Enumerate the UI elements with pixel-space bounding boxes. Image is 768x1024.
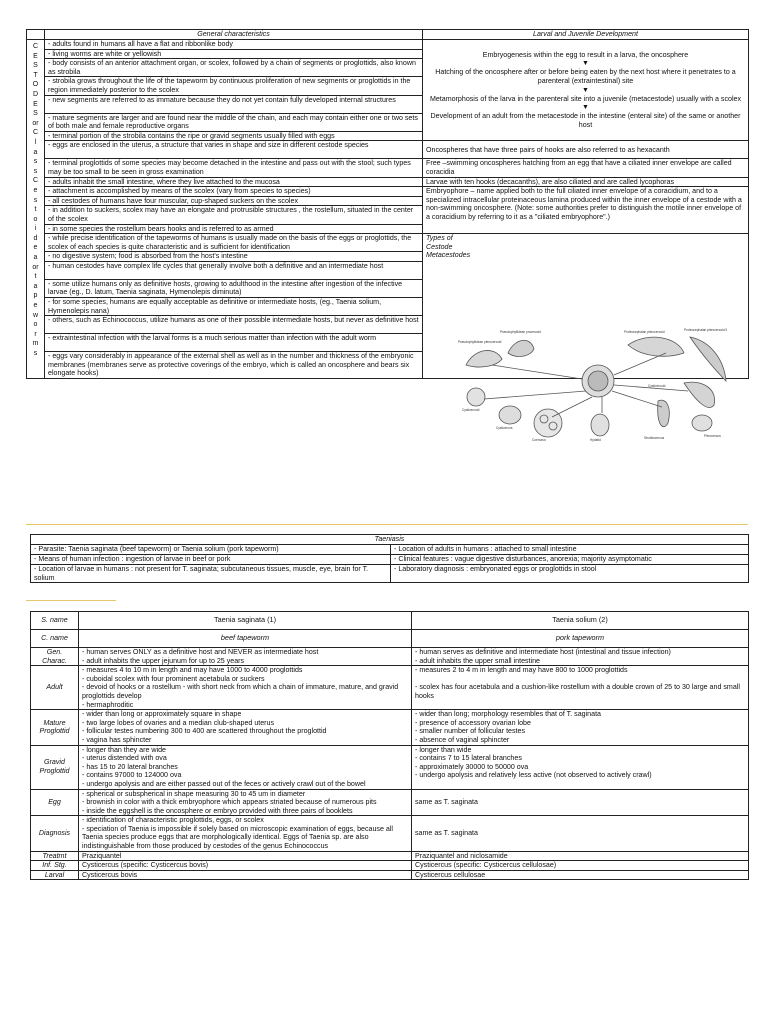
vertical-letter: S <box>33 110 38 118</box>
characteristic-row: - others, such as Echinococcus, utilize humans as one of their possible intermediate hosts, but never as definitive host <box>45 316 423 334</box>
solium-cell: - longer than wide - contains 7 to 15 lateral branches - approximately 30000 to 50000 ova - undergo apolysis and relatively less active (not observed to actively crawl) <box>412 745 749 789</box>
vertical-letter: s <box>33 350 38 357</box>
characteristic-row: - extraintestinal infection with the larval forms is a much serious matter than infection with the adult worm <box>45 334 423 352</box>
row-label: Gravid Proglottid <box>31 745 79 789</box>
characteristic-row: - eggs vary considerably in appearance of the external shell as well as in the number and thickness of the embryonic membranes (membranes serve as protective coverings of the embryo, which is called an oncosphere and bears six elongate hooks) <box>45 352 423 379</box>
comparison-table <box>30 611 749 880</box>
vertical-letter: s <box>33 167 38 175</box>
saginata-cell: - wider than long or approximately square in shape - two large lobes of ovaries and a median club-shaped uterus - follicular testes numbering 300 to 400 are scattered throughout the proglottid - vagina has sphincter <box>79 710 412 745</box>
row-label: Larval <box>31 870 79 880</box>
characteristic-row: - no digestive system; food is absorbed from the host's intestine <box>45 252 423 262</box>
vertical-letter: w <box>32 311 39 319</box>
vertical-letter: m <box>32 340 39 348</box>
illustration-label: Hydatid <box>590 438 601 442</box>
development-step: Embryogenesis within the egg to result in a larva, the oncosphere <box>482 50 689 59</box>
characteristic-row: - new segments are referred to as immature because they do not yet contain fully developed internal structures <box>45 95 423 113</box>
vertical-letter: e <box>33 244 38 252</box>
solium-cell: same as T. saginata <box>412 816 749 851</box>
col2-common: pork tapeworm <box>412 630 749 648</box>
vertical-letter: or <box>32 263 39 271</box>
characteristic-row: - living worms are white or yellowish <box>45 49 423 59</box>
taeniasis-cell: - Clinical features : vague digestive disturbances, anorexia; majority asymptomatic <box>391 555 749 565</box>
development-step: Hatching of the oncosphere after or before being eaten by the next host where it penetrates to a parenteral (extraintestinal) site <box>435 68 736 86</box>
vertical-letter: o <box>33 321 38 329</box>
development-step: Metamorphosis of the larva in the parenteral site into a juvenile (metacestode) usually with a scolex <box>429 94 742 103</box>
vertical-letter: C <box>32 129 39 137</box>
col1-common: beef tapeworm <box>79 630 412 648</box>
vertical-letter: p <box>33 292 38 300</box>
vertical-letter: o <box>33 215 38 223</box>
development-step: Development of an adult from the metacestode in the intestine (enteral site) of the same or another host <box>430 112 741 129</box>
vertical-letter: i <box>34 225 37 233</box>
taeniasis-cell: - Parasite: Taenia saginata (beef tapeworm) or Taenia solium (pork tapeworm) <box>31 545 391 555</box>
sname-label: S. name <box>31 612 79 630</box>
saginata-cell: Cysticercus (specific: Cysticercus bovis) <box>79 861 412 871</box>
vertical-letter: a <box>33 254 38 262</box>
characteristic-row: - some utilize humans only as definitive hosts, growing to adulthood in the intestine after ingestion of the infective larvae (eg., D. latum, Taenia saginata, Hymenolepis diminuta) <box>45 279 423 297</box>
illustration-label: Pseudophyllidean plerocercoid <box>458 340 502 344</box>
vertical-letter: or <box>32 119 39 127</box>
solium-cell: Cysticercus (specific: Cysticercus cellulosae) <box>412 861 749 871</box>
development-steps <box>423 40 749 141</box>
characteristic-row: - for some species, humans are equally acceptable as definitive or intermediate hosts, (eg., Taenia solium, Hymenolepis nana) <box>45 298 423 316</box>
characteristic-row: - strobila grows throughout the life of the tapeworm by continuous proliferation of new segments or proglottids in the region immediately posterior to the scolex <box>45 77 423 95</box>
row-label: Adult <box>31 666 79 710</box>
characteristic-row: - while precise identification of the tapeworms of humans is usually made on the basis of the eggs or proglottids, the scolex of each species is quite characteristic and is sufficient for identification <box>45 234 423 252</box>
illustration-label: Cysticercoid <box>648 384 666 388</box>
characteristic-row: - terminal portion of the strobila contains the ripe or gravid segments usually filled with eggs <box>45 131 423 141</box>
vertical-label <box>27 40 45 379</box>
saginata-cell: Cysticercus bovis <box>79 870 412 880</box>
characteristic-row: - body consists of an anterior attachment organ, or scolex, followed by a chain of segments or proglottids, also known as strobila <box>45 59 423 77</box>
section-divider <box>26 524 748 525</box>
oncosphere-note: Oncospheres that have three pairs of hooks are also referred to as hexacanth <box>423 141 749 159</box>
vertical-letter: E <box>33 100 38 108</box>
taeniasis-title: Taeniasis <box>31 535 749 545</box>
characteristic-row: - mature segments are larger and are found near the middle of the chain, and each may contain either one or two sets of both male and female reproductive organs <box>45 113 423 131</box>
vertical-letter: l <box>34 138 37 146</box>
vertical-letter: a <box>33 282 38 290</box>
vertical-letter: C <box>32 43 39 50</box>
vertical-letter: s <box>33 158 38 166</box>
illustration-label: Proteocephalan plerocercoid <box>624 330 665 334</box>
solium-cell: - human serves as definitive and intermediate host (intestinal and tissue infection) - adult inhabits the upper small intestine <box>412 648 749 666</box>
row-label: Diagnosis <box>31 816 79 851</box>
illustration-label: Plerocercus <box>704 434 721 438</box>
vertical-letter: e <box>33 302 38 310</box>
solium-cell: - wider than long; morphology resembles that of T. saginata - presence of accessory ovarian lobe - smaller number of follicular testes - absence of vaginal sphincter <box>412 710 749 745</box>
vertical-letter: s <box>33 196 38 204</box>
vertical-letter: r <box>34 330 37 338</box>
illustration-label: Cysticercoid <box>462 408 480 412</box>
section-divider-short <box>26 600 116 601</box>
lycophoras-note: Larvae with ten hooks (decacanths), are also ciliated and are called lycophoras <box>423 177 749 187</box>
solium-cell: Cysticercus cellulosae <box>412 870 749 880</box>
illustration-label: Proteocephalan plerocercoid II <box>684 328 728 332</box>
characteristic-row: - in addition to suckers, scolex may have an elongate and protrusible structures , the rostellum, situated in the center of the scolex <box>45 206 423 224</box>
characteristic-row: - eggs are enclosed in the uterus, a structure that varies in shape and size in different cestode species <box>45 141 423 159</box>
saginata-cell: - longer than they are wide - uterus distended with ova - has 15 to 20 lateral branches - contains 97000 to 124000 ova - undergo apolysis and are either passed out of the feces or actively crawl out of the bowel <box>79 745 412 789</box>
vertical-letter: D <box>32 90 39 98</box>
row-label: Mature Proglottid <box>31 710 79 745</box>
taeniasis-cell: - Location of adults in humans : attached to small intestine <box>391 545 749 555</box>
col1-name: Taenia saginata (1) <box>79 612 412 630</box>
cname-label: C. name <box>31 630 79 648</box>
vertical-letter: t <box>34 273 37 281</box>
characteristic-row: - human cestodes have complex life cycles that generally involve both a definitive and an intermediate host <box>45 261 423 279</box>
coracidia-note: Free –swimming oncospheres hatching from an egg that have a ciliated inner envelope are called coracidia <box>423 159 749 177</box>
illustration-label: Coenurus <box>532 438 546 442</box>
row-label: Treatmt <box>31 851 79 861</box>
illustration-label: Strobilocercus <box>644 436 665 440</box>
metacestode-illustration <box>452 327 744 443</box>
saginata-cell: - human serves ONLY as a definitive host and NEVER as intermediate host - adult inhabits the upper jejunum for up to 25 years <box>79 648 412 666</box>
solium-cell: - measures 2 to 4 m in length and may have 800 to 1000 proglottids - scolex has four acetabula and a cushion-like rostellum with a double crown of 25 to 30 large and small hooks <box>412 666 749 710</box>
vertical-letter: O <box>32 81 39 89</box>
characteristic-row: - adults found in humans all have a flat and ribbonlike body <box>45 40 423 50</box>
characteristic-row: - all cestodes of humans have four muscular, cup-shaped suckers on the scolex <box>45 196 423 206</box>
saginata-cell: - identification of characteristic proglottids, eggs, or scolex - speciation of Taenia is impossible if solely based on microscopic examination of eggs, because all Taenia species produce eggs that are morphologically identical. Eggs of Taenia sp. are also indistinguishable from those produced by cestodes of the genus Echinococcus <box>79 816 412 851</box>
saginata-cell: - spherical or subspherical in shape measuring 30 to 45 um in diameter - brownish in color with a thick embryophore which appears striated because of numerous pits - inside the eggshell is the oncosphere or embryo provided with three pairs of booklets <box>79 789 412 816</box>
taeniasis-table <box>30 534 749 583</box>
vertical-letter: T <box>33 71 38 79</box>
taeniasis-cell: - Means of human infection : ingestion of larvae in beef or pork <box>31 555 391 565</box>
vertical-letter: C <box>32 177 39 185</box>
taeniasis-cell: - Laboratory diagnosis : embryonated eggs or proglottids in stool <box>391 565 749 583</box>
illustration-label: Cysticercus <box>496 426 513 430</box>
characteristic-row: - in some species the rostellum bears hooks and is referred to as armed <box>45 224 423 234</box>
row-label: Egg <box>31 789 79 816</box>
saginata-cell: - measures 4 to 10 m in length and may have 1000 to 4000 proglottids - cuboidal scolex with four prominent acetabula or suckers - devoid of hooks or a rostellum - with short neck from which a chain of immature, mature, and gravid proglottids develop - hermaphroditic <box>79 666 412 710</box>
row-label: Inf. Stg. <box>31 861 79 871</box>
characteristic-row: - adults inhabit the small intestine, where they live attached to the mucosa <box>45 177 423 187</box>
header-general: General characteristics <box>45 30 423 40</box>
saginata-cell: Praziquantel <box>79 851 412 861</box>
metacestode-types-title: Types of Cestode Metacestodes <box>426 234 471 260</box>
vertical-letter: e <box>33 186 38 194</box>
characteristic-row: - attachment is accomplished by means of the scolex (vary from species to species) <box>45 187 423 197</box>
arrow-down-icon: ▼ <box>582 86 589 94</box>
vertical-letter: t <box>34 206 37 214</box>
vertical-letter: d <box>33 234 38 242</box>
solium-cell: same as T. saginata <box>412 789 749 816</box>
row-label: Gen. Charac. <box>31 648 79 666</box>
vertical-letter: a <box>33 148 38 156</box>
col2-name: Taenia solium (2) <box>412 612 749 630</box>
arrow-down-icon: ▼ <box>582 104 589 112</box>
solium-cell: Praziquantel and niclosamide <box>412 851 749 861</box>
taeniasis-cell: - Location of larvae in humans : not present for T. saginata; subcutaneous tissues, muscle, eye, brain for T. solium <box>31 565 391 583</box>
corner-cell <box>27 30 45 40</box>
vertical-letter: E <box>33 52 38 60</box>
embryophore-note: Embryophore – name applied both to the full ciliated inner envelope of a coracidium, and to a specialized intracellular proteinaceous lamina produced within the inner envelope of a cestode with a non-swimming oncosphere. (Note: some authorities prefer to distinguish the motile inner envelope of a coracidium by referring to it as a "ciliated embryophore".) <box>423 187 749 234</box>
arrow-down-icon: ▼ <box>582 60 589 68</box>
vertical-letter: S <box>33 62 38 70</box>
header-larval: Larval and Juvenile Development <box>423 30 749 40</box>
characteristic-row: - terminal proglottids of some species may become detached in the intestine and pass out with the stool; such types may be too small to be seen in gross examination <box>45 159 423 177</box>
illustration-label: Pseudophyllidean procercoid <box>500 330 541 334</box>
